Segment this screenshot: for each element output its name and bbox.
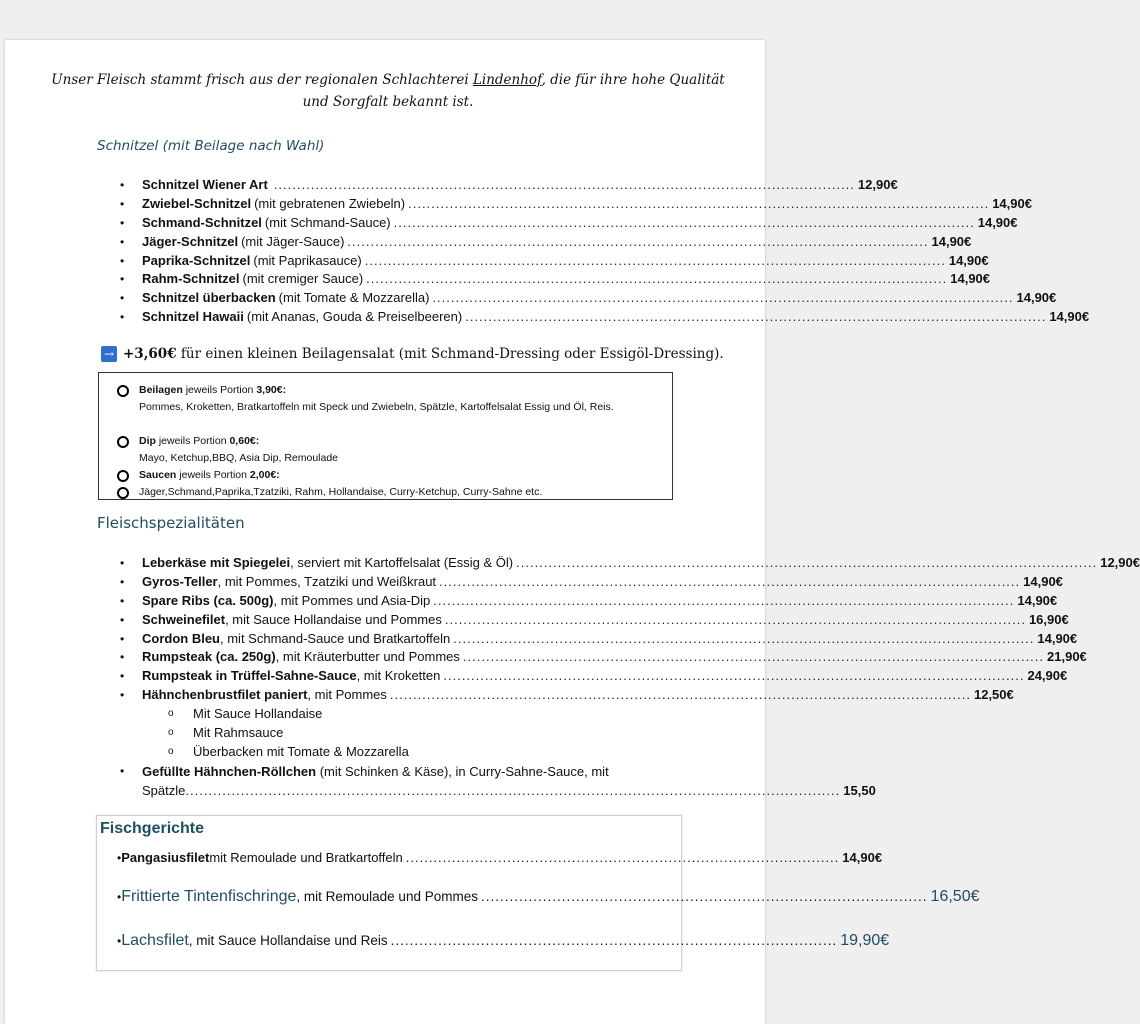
- item-desc: , mit Kräuterbutter und Pommes: [275, 649, 460, 665]
- intro-text: [43, 69, 733, 113]
- dip-price: 0,60€:: [229, 435, 260, 447]
- dot-leader: ..............................................................................................................................................: [185, 782, 841, 798]
- dot-leader: ..............................................................................................................................: [393, 214, 975, 230]
- option-label: Überbacken mit Tomate & Mozzarella: [193, 743, 409, 759]
- bullet: •: [120, 234, 125, 249]
- bullet: •: [120, 215, 125, 230]
- sub-bullet: o: [168, 745, 174, 757]
- dot-leader: ..............................................................................................................................: [444, 611, 1026, 627]
- sub-bullet: o: [168, 708, 174, 720]
- item-name: Rahm-Schnitzel: [142, 271, 240, 287]
- menu-item: [118, 762, 876, 800]
- item-price: 15,50: [843, 782, 876, 798]
- beilagen-list: Pommes, Kroketten, Bratkartoffeln mit Speck und Zwiebeln, Spätzle, Kartoffelsalat Essig und Öl, Reis.: [139, 401, 614, 413]
- item-name: Pangasiusfilet: [121, 850, 210, 865]
- sides-beilagen: [139, 382, 669, 416]
- dot-leader: ..............................................................................................................................: [366, 271, 948, 287]
- beilagen-label: Beilagen: [139, 384, 183, 396]
- dot-leader: ..............................................................................................................................: [432, 290, 1014, 306]
- item-desc: , mit Sauce Hollandaise und Pommes: [225, 611, 442, 627]
- menu-item: [118, 648, 1087, 667]
- item-desc: (mit cremiger Sauce): [242, 271, 364, 287]
- menu-item: [118, 308, 1090, 327]
- menu-item: [118, 573, 1063, 592]
- section-title-fisch: Fischgerichte: [100, 820, 205, 837]
- bullet: •: [117, 890, 122, 904]
- salad-price: +3,60€: [123, 346, 177, 362]
- bullet: •: [120, 556, 125, 570]
- bullet: •: [120, 291, 125, 306]
- bullet: •: [120, 310, 125, 325]
- item-price: 14,90€: [977, 214, 1018, 230]
- bullet: •: [120, 272, 125, 287]
- item-name: Hähnchenbrustfilet paniert: [142, 687, 308, 703]
- item-desc: (mit Ananas, Gouda & Preiselbeeren): [246, 309, 463, 325]
- item-name: Leberkäse mit Spiegelei: [142, 555, 291, 570]
- dot-leader: ..............................................................................................................................: [453, 630, 1035, 646]
- arrow-right-icon: →: [101, 346, 117, 362]
- item-name: Schweinefilet: [142, 611, 226, 627]
- item-desc-cont: Spätzle: [142, 782, 186, 798]
- dot-leader: ..............................................................................................................................: [273, 177, 855, 192]
- sides-box: [98, 372, 673, 500]
- option-item: [118, 705, 678, 724]
- item-name: Frittierte Tintenfischringe: [121, 888, 297, 905]
- dot-leader: ..............................................................................................................................: [364, 252, 946, 268]
- bullet: •: [120, 669, 125, 684]
- bullet: •: [120, 688, 125, 703]
- menu-item: [118, 611, 1069, 630]
- bullet: •: [120, 612, 125, 627]
- menu-item: [118, 252, 989, 271]
- item-name: Rumpsteak in Trüffel-Sahne-Sauce: [142, 668, 357, 684]
- menu-item: [118, 289, 1057, 308]
- item-price: 12,50€: [973, 687, 1014, 703]
- item-price: 14,90€: [1017, 592, 1058, 608]
- item-desc: (mit Schmand-Sauce): [264, 214, 391, 230]
- item-name: Schnitzel Wiener Art: [142, 177, 268, 192]
- beilagen-portion: jeweils Portion: [185, 384, 254, 396]
- saucen-portion: jeweils Portion: [179, 469, 247, 481]
- saucen-label: Saucen: [139, 469, 177, 481]
- dot-leader: ..............................................................................................................................: [347, 233, 929, 249]
- item-name: Lachsfilet: [121, 932, 189, 949]
- menu-item: [118, 233, 972, 252]
- bullet: •: [120, 196, 125, 211]
- item-desc: (mit Jäger-Sauce): [241, 233, 345, 249]
- salad-text: für einen kleinen Beilagensalat (mit Schmand-Dressing oder Essigöl-Dressing).: [180, 346, 724, 362]
- menu-item: [118, 630, 1078, 649]
- sides-dip: [139, 433, 669, 467]
- sub-bullet: o: [168, 726, 174, 738]
- dot-leader: ..............................................................................................: [405, 850, 840, 865]
- item-desc: , serviert mit Kartoffelsalat (Essig & Öl): [290, 555, 514, 570]
- option-label: Mit Rahmsauce: [193, 724, 284, 740]
- menu-item: [117, 850, 883, 865]
- item-price: 12,90€: [1100, 555, 1140, 570]
- item-name: Spare Ribs (ca. 500g): [142, 592, 274, 608]
- item-desc: , mit Kroketten: [356, 668, 441, 684]
- item-name: Rumpsteak (ca. 250g): [142, 649, 276, 665]
- item-name: Schnitzel überbacken: [142, 290, 276, 306]
- circle-bullet-icon: [117, 385, 129, 397]
- menu-item: [118, 270, 991, 289]
- circle-bullet-icon: [117, 487, 129, 499]
- bullet: •: [120, 253, 125, 268]
- dot-leader: ..............................................................................................................................: [462, 649, 1045, 665]
- item-price: 14,90€: [1049, 309, 1090, 325]
- item-desc: mit Remoulade und Bratkartoffeln: [209, 850, 403, 865]
- item-desc: , mit Schmand-Sauce und Bratkartoffeln: [220, 630, 451, 646]
- saucen-list: Jäger,Schmand,Paprika,Tzatziki, Rahm, Hollandaise, Curry-Ketchup, Curry-Sahne etc.: [139, 486, 543, 498]
- dot-leader: ..............................................................................................................................: [389, 687, 971, 703]
- intro-before: Unser Fleisch stammt frisch aus der regionalen Schlachterei: [51, 72, 473, 88]
- dot-leader: ..............................................................................................................................: [443, 668, 1025, 684]
- bullet: •: [117, 851, 122, 865]
- item-desc: , mit Pommes und Asia-Dip: [273, 592, 431, 608]
- dot-leader: ..............................................................................................................................: [408, 195, 990, 211]
- bullet: •: [120, 763, 125, 778]
- dot-leader: ..............................................................................................................................: [516, 555, 1098, 570]
- dip-label: Dip: [139, 435, 156, 447]
- menu-item: [118, 214, 1018, 233]
- saucen-list-row: [139, 484, 669, 501]
- item-name: Jäger-Schnitzel: [142, 233, 239, 249]
- section-title-schnitzel: Schnitzel (mit Beilage nach Wahl): [97, 138, 325, 154]
- item-desc: (mit Paprikasauce): [253, 252, 362, 268]
- item-name: Schmand-Schnitzel: [142, 214, 262, 230]
- item-price: 14,90€: [1023, 573, 1063, 589]
- dip-list: Mayo, Ketchup,BBQ, Asia Dip, Remoulade: [139, 452, 339, 464]
- menu-item: [118, 686, 1014, 705]
- item-name: Paprika-Schnitzel: [142, 252, 251, 268]
- item-price: 19,90€: [840, 932, 890, 949]
- item-name: Schnitzel Hawaii: [142, 309, 244, 325]
- item-price: 14,90€: [950, 271, 991, 287]
- item-price: 14,90€: [1037, 630, 1078, 646]
- circle-bullet-icon: [117, 436, 129, 448]
- item-price: 21,90€: [1047, 649, 1087, 665]
- item-desc: , mit Pommes, Tzatziki und Weißkraut: [217, 573, 437, 589]
- sides-saucen: [139, 467, 669, 501]
- bullet: •: [120, 574, 125, 589]
- menu-item: [118, 554, 1140, 573]
- item-price: 16,90€: [1028, 611, 1069, 627]
- bullet: •: [120, 178, 125, 192]
- dot-leader: ..............................................................................................................................: [465, 309, 1047, 325]
- intro-after: , die für ihre hohe Qualität und Sorgfalt bekannt ist.: [302, 72, 725, 110]
- item-price: 24,90€: [1027, 668, 1068, 684]
- item-desc: , mit Sauce Hollandaise und Reis: [188, 933, 388, 948]
- item-price: 14,90€: [842, 850, 883, 865]
- menu-item: [117, 932, 890, 950]
- menu-item: [118, 667, 1068, 686]
- menu-item: [118, 176, 898, 195]
- dot-leader: ..............................................................................................: [390, 933, 838, 948]
- dot-leader: ..............................................................................................................................: [439, 573, 1021, 589]
- item-price: 14,90€: [1016, 290, 1057, 306]
- section-title-fleisch: Fleischspezialitäten: [97, 514, 245, 532]
- dip-portion: jeweils Portion: [158, 435, 227, 447]
- intro-butcher-name: Lindenhof: [472, 72, 542, 88]
- bullet: •: [120, 631, 125, 646]
- dot-leader: ..............................................................................................................................: [433, 592, 1015, 608]
- circle-bullet-icon: [117, 470, 129, 482]
- item-price: 14,90€: [948, 252, 989, 268]
- schnitzel-list: [118, 176, 1090, 327]
- item-desc: (mit Schinken & Käse), in Curry-Sahne-Sauce, mit: [316, 763, 609, 779]
- salad-addon: [101, 346, 724, 362]
- item-desc: , mit Remoulade und Pommes: [296, 889, 478, 904]
- saucen-price: 2,00€:: [249, 469, 280, 481]
- option-item: [118, 724, 678, 743]
- fish-box: [96, 815, 980, 971]
- option-item: [118, 743, 678, 762]
- item-price: 16,50€: [930, 888, 980, 905]
- bullet: •: [117, 934, 122, 948]
- item-price: 14,90€: [931, 233, 972, 249]
- item-name: Gefüllte Hähnchen-Röllchen: [142, 763, 317, 779]
- item-price: 14,90€: [992, 195, 1032, 211]
- menu-page: [5, 40, 1140, 1024]
- menu-item: [117, 888, 980, 906]
- item-name: Gyros-Teller: [142, 573, 218, 589]
- bullet: •: [120, 650, 125, 665]
- beilagen-price: 3,90€:: [256, 384, 287, 396]
- fleisch-list: [118, 554, 1140, 800]
- item-name: Zwiebel-Schnitzel: [142, 195, 252, 211]
- option-label: Mit Sauce Hollandaise: [193, 706, 323, 722]
- item-price: 12,90€: [857, 177, 898, 192]
- item-desc: (mit gebratenen Zwiebeln): [254, 195, 406, 211]
- dot-leader: ..............................................................................................: [480, 889, 928, 904]
- menu-item: [118, 195, 1032, 214]
- menu-item: [118, 592, 1058, 611]
- item-desc: , mit Pommes: [307, 687, 387, 703]
- bullet: •: [120, 593, 125, 608]
- item-name: Cordon Bleu: [142, 630, 220, 646]
- item-desc: (mit Tomate & Mozzarella): [278, 290, 430, 306]
